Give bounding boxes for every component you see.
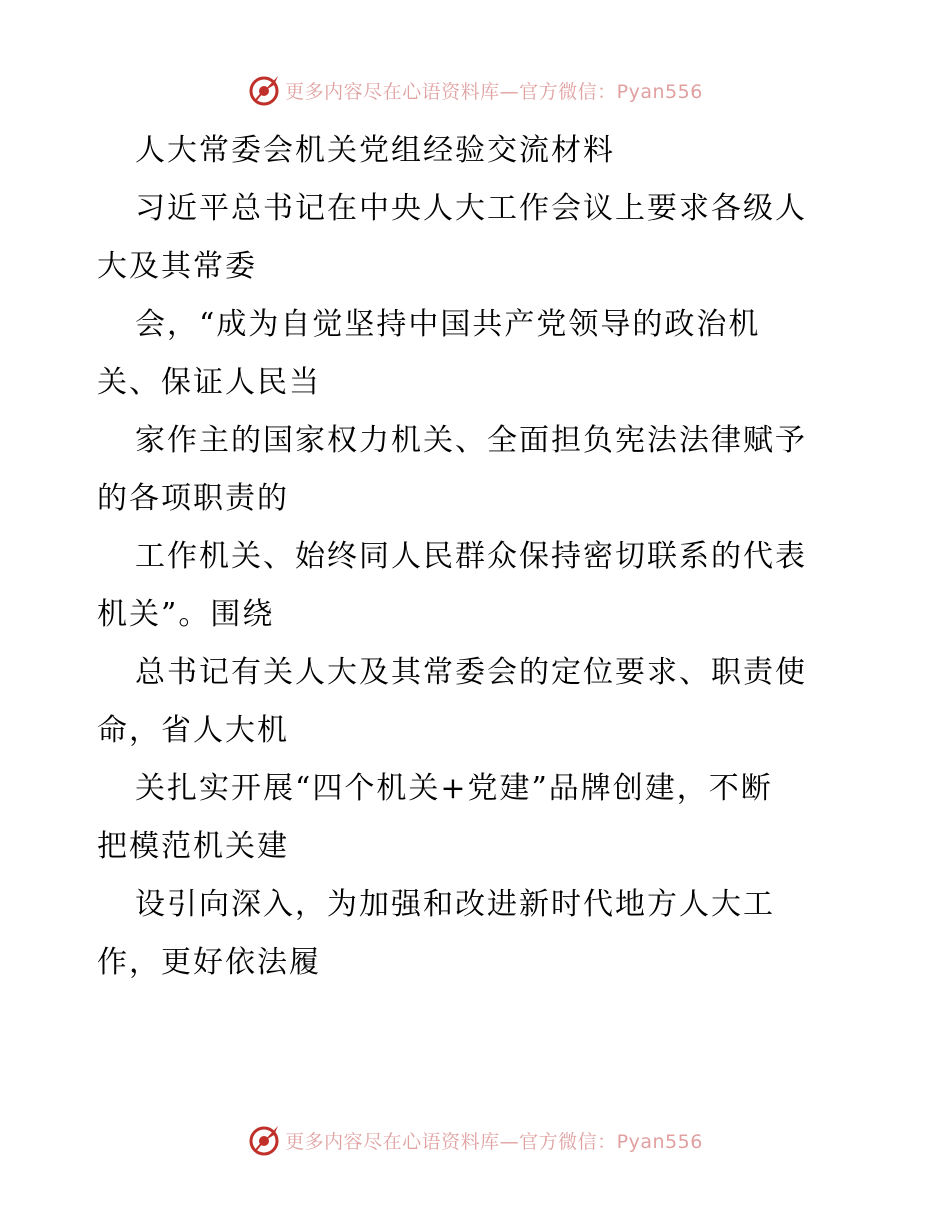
text-line: 关、保证人民当 [97,365,321,400]
text-line: 总书记有关人大及其常委会的定位要求、职责使 [135,655,807,690]
text-line: 大及其常委 [97,249,257,284]
text-line: 机关”。围绕 [97,597,275,632]
text-line: 习近平总书记在中央人大工作会议上要求各级人 [135,191,807,226]
text-line: 命，省人大机 [97,713,289,748]
watermark-text: 更多内容尽在心语资料库—官方微信：Pyan556 [285,80,703,103]
text-line: 把模范机关建 [97,829,289,864]
text-line: 工作机关、始终同人民群众保持密切联系的代表 [135,539,807,574]
text-line: 会，“成为自觉坚持中国共产党领导的政治机 [135,307,761,342]
text-line: 作，更好依法履 [97,945,321,980]
document-body [97,122,857,992]
quill-logo-icon [247,1123,281,1157]
text-line: 人大常委会机关党组经验交流材料 [135,133,615,168]
text-line: 家作主的国家权力机关、全面担负宪法法律赋予 [135,423,807,458]
quill-logo-icon [247,73,281,107]
text-line: 的各项职责的 [97,481,289,516]
text-line: 关扎实开展“四个机关+党建”品牌创建，不断 [135,771,773,806]
footer-watermark [0,1120,950,1160]
header-watermark [0,70,950,110]
watermark-text: 更多内容尽在心语资料库—官方微信：Pyan556 [285,1130,703,1153]
text-line: 设引向深入，为加强和改进新时代地方人大工 [135,887,775,922]
